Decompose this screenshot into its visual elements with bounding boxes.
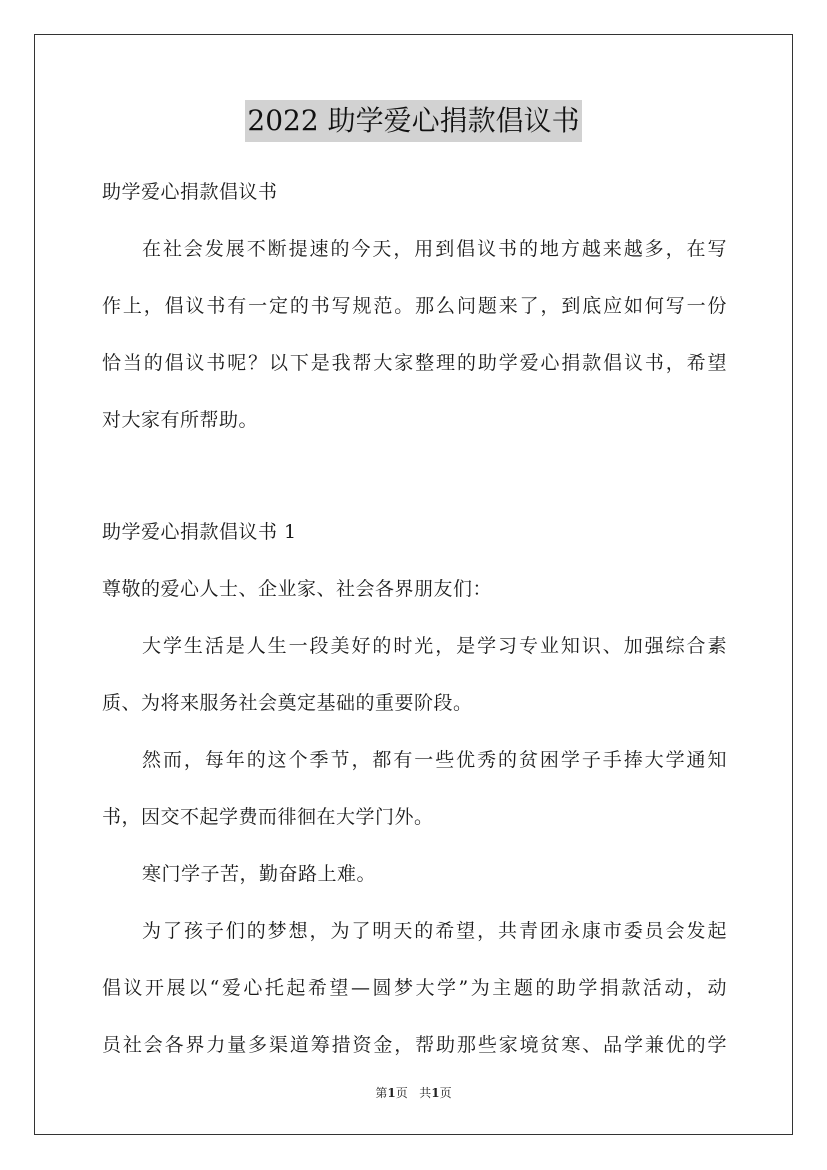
- page-number: 1: [387, 1086, 396, 1100]
- section-title: 助学爱心捐款倡议书 1: [102, 521, 297, 543]
- total-pages: 1: [431, 1086, 440, 1100]
- salutation: 尊敬的爱心人士、企业家、社会各界朋友们：: [102, 578, 493, 600]
- footer-mid: 页 共: [395, 1086, 432, 1100]
- intro-line: 恰当的倡议书呢？以下是我帮大家整理的助学爱心捐款倡议书，希望: [102, 352, 727, 374]
- page-footer: [0, 1084, 827, 1101]
- document-title: 2022 助学爱心捐款倡议书: [245, 100, 581, 142]
- paragraph-line: 大学生活是人生一段美好的时光，是学习专业知识、加强综合素: [142, 635, 727, 657]
- paragraph-line: 质、为将来服务社会奠定基础的重要阶段。: [102, 692, 473, 714]
- paragraph-line: 书，因交不起学费而徘徊在大学门外。: [102, 806, 434, 828]
- intro-line: 作上，倡议书有一定的书写规范。那么问题来了，到底应如何写一份: [102, 295, 727, 317]
- document-body: [102, 164, 727, 1074]
- title-container: [0, 100, 827, 142]
- paragraph-line: 为了孩子们的梦想，为了明天的希望，共青团永康市委员会发起: [142, 920, 727, 942]
- paragraph-line: 寒门学子苦，勤奋路上难。: [142, 863, 377, 885]
- footer-suffix: 页: [439, 1086, 452, 1100]
- paragraph-line: 然而，每年的这个季节，都有一些优秀的贫困学子手捧大学通知: [142, 749, 727, 771]
- paragraph-gap: [102, 449, 727, 504]
- intro-line: 在社会发展不断提速的今天，用到倡议书的地方越来越多，在写: [142, 238, 727, 260]
- footer-prefix: 第: [375, 1086, 388, 1100]
- intro-line: 对大家有所帮助。: [102, 409, 259, 431]
- paragraph-line: 倡议开展以“爱心托起希望—圆梦大学”为主题的助学捐款活动，动: [102, 977, 727, 999]
- document-subtitle: 助学爱心捐款倡议书: [102, 181, 278, 203]
- paragraph-line: 员社会各界力量多渠道筹措资金，帮助那些家境贫寒、品学兼优的学: [102, 1034, 727, 1056]
